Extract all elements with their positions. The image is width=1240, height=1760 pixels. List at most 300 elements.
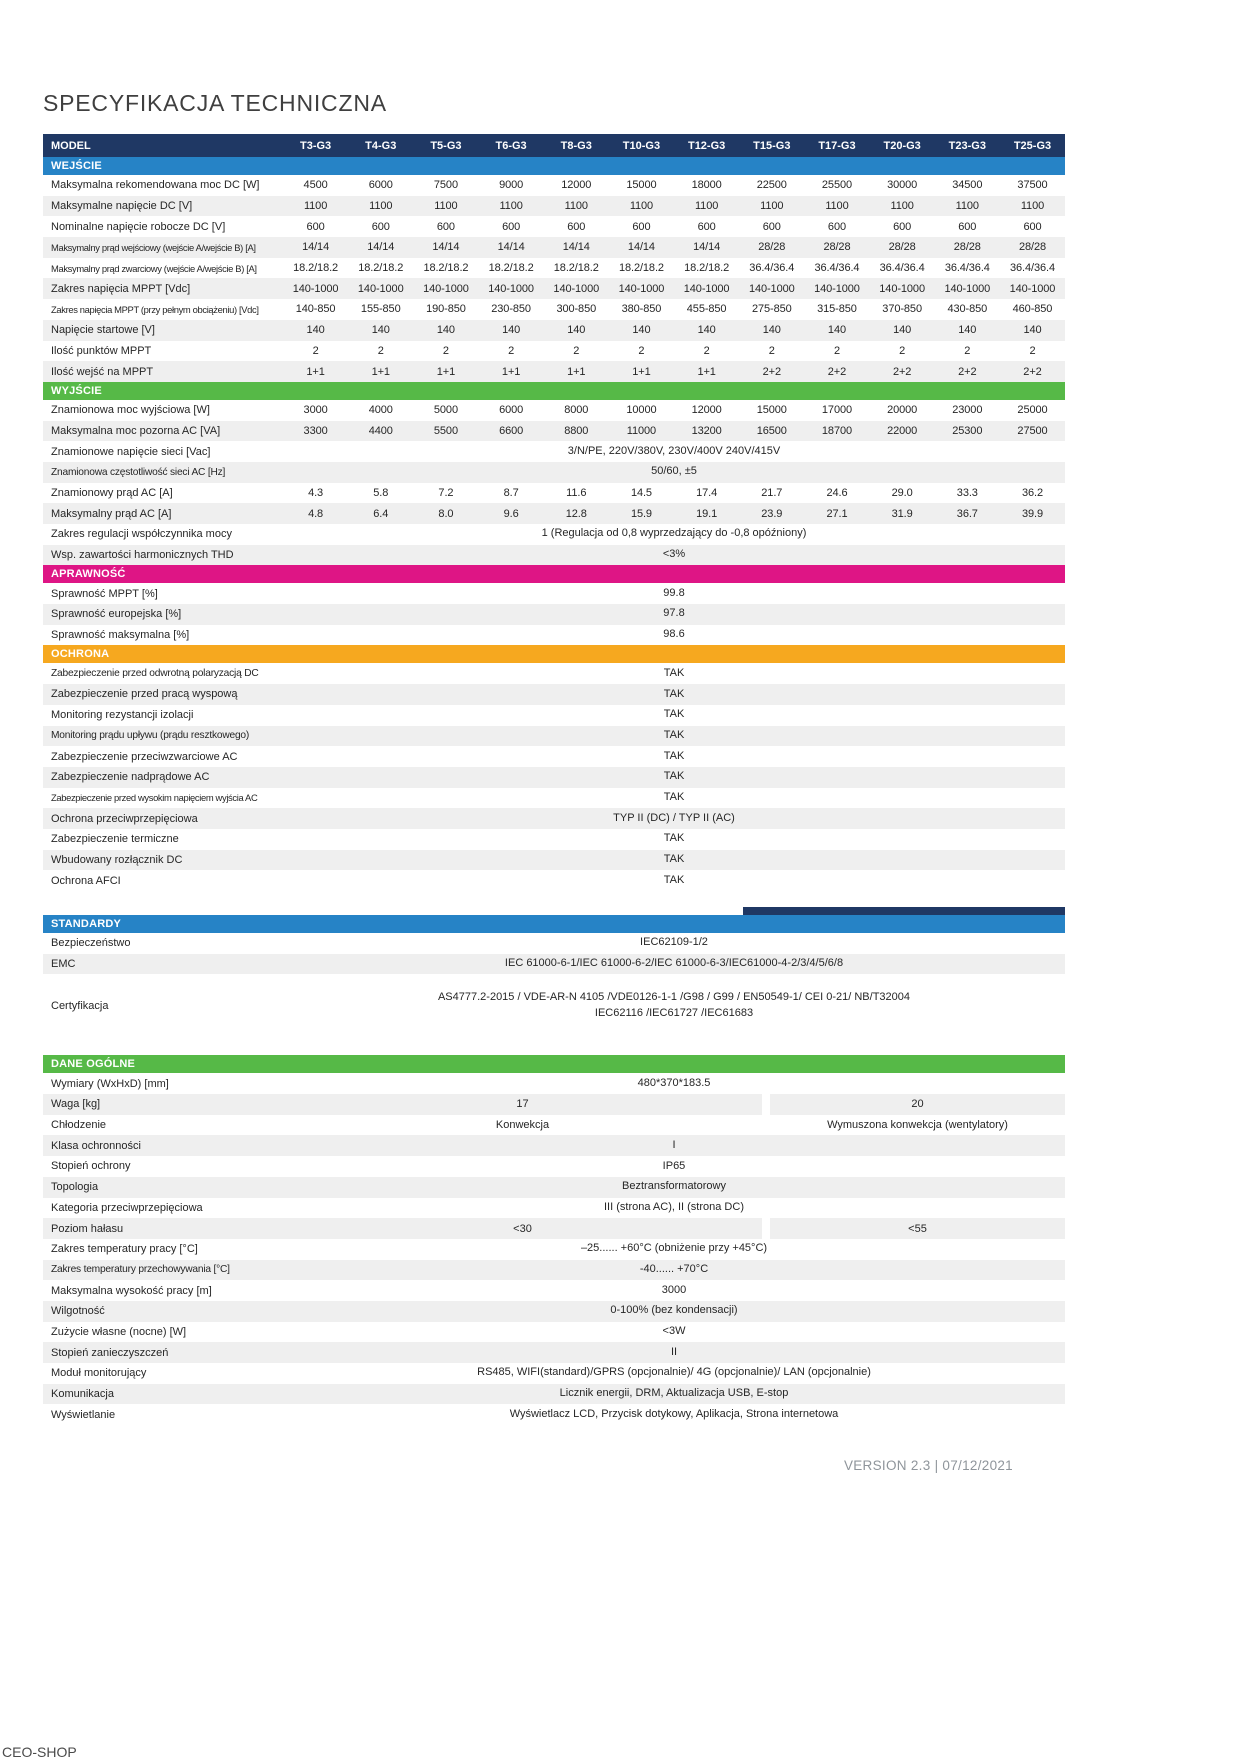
section-header: APRAWNOŚĆ <box>43 565 1065 583</box>
spec-row-label: Zabezpieczenie termiczne <box>51 833 179 846</box>
spec-cell: 140-1000 <box>553 282 600 295</box>
spec-cell: 460-850 <box>1012 303 1053 316</box>
spec-cell: 140-1000 <box>944 282 991 295</box>
spec-row-cells <box>283 237 1065 258</box>
spec-cell: 4.3 <box>308 486 324 499</box>
spec-row-label: Zabezpieczenie przeciwzwarciowe AC <box>51 750 238 763</box>
spec-row-value: TAK <box>663 873 685 886</box>
spec-cell: 600 <box>502 220 521 233</box>
spec-row-label: Poziom hałasu <box>43 1218 283 1239</box>
table-row <box>43 625 1065 646</box>
spec-cell: 28/28 <box>953 241 981 254</box>
table-row <box>43 1073 1065 1094</box>
table-row <box>43 299 1065 320</box>
table-row <box>43 196 1065 217</box>
split-left-value: <30 <box>283 1218 762 1239</box>
spec-cell: 5.8 <box>373 486 389 499</box>
spec-row-value: 99.8 <box>663 586 685 599</box>
spec-value-line: IEC62116 /IEC61727 /IEC61683 <box>594 1007 754 1020</box>
section-header: WEJŚCIE <box>43 157 1065 175</box>
spec-cell: 4400 <box>368 424 393 437</box>
spec-row-label: Stopień zanieczyszczeń <box>51 1346 169 1359</box>
spec-cell: 1100 <box>564 200 588 213</box>
spec-cell: 36.4/36.4 <box>1009 262 1055 275</box>
spec-row-label: Maksymalne napięcie DC [V] <box>51 200 193 213</box>
spec-table <box>43 134 1065 1425</box>
spec-cell: 3300 <box>303 424 328 437</box>
table-row <box>43 705 1065 726</box>
split-gap <box>762 1218 770 1239</box>
table-row <box>43 1363 1065 1384</box>
spec-row-label: EMC <box>51 958 76 971</box>
table-row <box>43 726 1065 747</box>
table-row <box>43 216 1065 237</box>
spec-cell: 140-1000 <box>357 282 404 295</box>
spec-cell: 600 <box>436 220 455 233</box>
table-row <box>43 1198 1065 1219</box>
spec-row-cells <box>283 299 1065 320</box>
spec-cell: 7500 <box>433 179 458 192</box>
spec-cell: 14/14 <box>627 241 655 254</box>
split-left-value: 17 <box>283 1094 762 1115</box>
table-row <box>43 583 1065 604</box>
spec-cell: 18.2/18.2 <box>553 262 599 275</box>
spec-cell: 140-1000 <box>814 282 860 295</box>
spec-row-label: Maksymalna wysokość pracy [m] <box>51 1284 212 1297</box>
table-row <box>43 767 1065 788</box>
spec-cell: 30000 <box>887 179 918 192</box>
spec-cell: 140 <box>567 324 586 337</box>
spec-cell: 600 <box>697 220 716 233</box>
spec-row-value <box>283 974 1065 1038</box>
spec-cell: 1+1 <box>567 365 586 378</box>
table-row <box>43 341 1065 362</box>
spec-cell: 140 <box>371 324 390 337</box>
spec-row-label: Stopień ochrony <box>51 1160 131 1173</box>
spec-cell: 140-1000 <box>423 282 469 295</box>
spec-cell: 14/14 <box>497 241 525 254</box>
spec-cell: 28/28 <box>823 241 851 254</box>
table-row <box>43 1404 1065 1425</box>
spec-row-value: 0-100% (bez kondensacji) <box>610 1304 738 1317</box>
spec-row-cells <box>283 175 1065 196</box>
table-row <box>43 1342 1065 1363</box>
spec-cell: 14/14 <box>562 241 590 254</box>
spec-cell: 140-1000 <box>618 282 665 295</box>
spec-cell: 7.2 <box>438 486 454 499</box>
split-gap <box>762 1094 770 1115</box>
model-column-header: T8-G3 <box>560 139 592 152</box>
spec-cell: 11.6 <box>566 486 587 499</box>
spec-row-value: Beztransformatorowy <box>622 1180 726 1193</box>
spec-row-value: 480*370*183.5 <box>637 1076 711 1089</box>
spec-row-label: Wilgotność <box>51 1305 105 1318</box>
spec-row-value: TAK <box>663 770 685 783</box>
spec-row-value: 98.6 <box>663 628 685 641</box>
spec-cell: 140 <box>502 324 521 337</box>
spec-cell: 4000 <box>368 404 393 417</box>
spec-row-label: Ochrona AFCI <box>51 874 121 887</box>
spec-cell: 600 <box>893 220 912 233</box>
table-row <box>43 974 1065 1038</box>
spec-cell: 140-1000 <box>683 282 730 295</box>
spec-cell: 2 <box>638 344 645 357</box>
section-header: OCHRONA <box>43 645 1065 663</box>
spec-cell: 22000 <box>887 424 918 437</box>
spec-cell: 14/14 <box>432 241 460 254</box>
section-header: STANDARDY <box>43 915 1065 933</box>
spec-cell: 2+2 <box>958 365 977 378</box>
table-row <box>43 1280 1065 1301</box>
spec-row-label: Bezpieczeństwo <box>51 937 131 950</box>
spec-cell: 28/28 <box>1018 241 1046 254</box>
spec-cell: 18.2/18.2 <box>684 262 730 275</box>
spec-row-value: IEC62109-1/2 <box>640 936 708 949</box>
section-header: DANE OGÓLNE <box>43 1055 1065 1073</box>
spec-row-label: Zakres temperatury pracy [°C] <box>51 1243 198 1256</box>
spec-cell: 39.9 <box>1021 507 1043 520</box>
spec-row-cells <box>283 341 1065 362</box>
spec-cell: 19.1 <box>696 507 718 520</box>
table-row <box>43 1156 1065 1177</box>
table-row <box>43 1260 1065 1281</box>
spec-row-label: Topologia <box>51 1181 99 1194</box>
table-row <box>43 1094 1065 1115</box>
spec-cell: 36.4/36.4 <box>879 262 925 275</box>
spec-cell: 20000 <box>887 404 918 417</box>
spec-cell: 2 <box>768 344 775 357</box>
spec-row-value: TAK <box>663 728 685 741</box>
spec-cell: 2 <box>703 344 710 357</box>
spec-cell: 2 <box>899 344 906 357</box>
spec-row-label: Zakres regulacji współczynnika mocy <box>51 528 232 541</box>
table-row <box>43 1322 1065 1343</box>
spec-cell: 2 <box>573 344 580 357</box>
table-row <box>43 1218 1065 1239</box>
spec-row-value: TAK <box>663 853 685 865</box>
spec-cell: 28/28 <box>758 241 786 254</box>
model-column-header: T12-G3 <box>687 139 726 152</box>
spec-row-label: Chłodzenie <box>43 1115 283 1136</box>
spec-row-value: -40...... +70°C <box>639 1262 709 1275</box>
spec-cell: 14/14 <box>693 241 721 254</box>
spec-cell: 140 <box>893 324 912 337</box>
spec-cell: 1+1 <box>501 365 521 378</box>
spec-cell: 1+1 <box>697 365 716 378</box>
spec-row-value: 97.8 <box>663 607 685 620</box>
spec-cell: 1+1 <box>632 365 651 378</box>
spec-cell: 36.4/36.4 <box>749 262 795 275</box>
spec-cell: 4.8 <box>308 507 324 520</box>
spec-cell: 455-850 <box>686 303 727 316</box>
spec-row-value: II <box>670 1345 678 1358</box>
model-column-header: T10-G3 <box>622 139 661 152</box>
table-row <box>43 320 1065 341</box>
spec-cell: 12000 <box>691 404 722 417</box>
spec-cell: 1100 <box>369 200 393 213</box>
spec-cell: 140-1000 <box>1009 282 1056 295</box>
spec-cell: 1100 <box>694 200 719 213</box>
spec-row-label: Maksymalny prąd wejściowy (wejście A/wejście B) [A] <box>51 241 256 253</box>
spec-row-label: Komunikacja <box>51 1388 114 1401</box>
spec-cell: 18000 <box>691 179 722 192</box>
spec-row-label: Ochrona przeciwprzepięciowa <box>51 812 198 825</box>
spec-cell: 6.4 <box>373 507 389 520</box>
table-row <box>43 462 1065 483</box>
page-title: SPECYFIKACJA TECHNICZNA <box>43 90 387 116</box>
spec-cell: 36.7 <box>956 507 978 520</box>
spec-row-cells <box>283 320 1065 341</box>
table-row <box>43 1239 1065 1260</box>
spec-cell: 1100 <box>955 200 979 213</box>
spec-row-label: Maksymalna rekomendowana moc DC [W] <box>51 179 260 192</box>
spec-cell: 1100 <box>760 200 784 213</box>
spec-cell: 18.2/18.2 <box>488 262 534 275</box>
spec-cell: 380-850 <box>621 303 662 316</box>
model-column-header: T5-G3 <box>430 139 462 152</box>
spec-cell: 140 <box>306 324 325 337</box>
spec-row-label: Sprawność MPPT [%] <box>51 587 158 600</box>
spec-cell: 600 <box>958 220 977 233</box>
model-column-header: T6-G3 <box>495 139 527 152</box>
spec-cell: 36.2 <box>1021 486 1043 499</box>
spec-row-value: Wyświetlacz LCD, Przycisk dotykowy, Aplikacja, Strona internetowa <box>509 1407 839 1420</box>
table-row <box>43 1301 1065 1322</box>
spec-row-label: Zużycie własne (nocne) [W] <box>51 1325 187 1338</box>
spec-row-label: Zakres temperatury przechowywania [°C] <box>51 1264 230 1276</box>
spec-cell: 1100 <box>890 200 914 213</box>
spec-row-label: Monitoring prądu upływu (prądu resztkowego) <box>51 730 250 742</box>
spec-cell: 140 <box>436 324 455 337</box>
spec-row-label: Znamionowa częstotliwość sieci AC [Hz] <box>51 466 226 478</box>
spec-row-value: TAK <box>663 666 685 679</box>
split-right-value: 20 <box>770 1094 1065 1115</box>
split-left-value: Konwekcja <box>283 1115 762 1136</box>
spec-row-label: Certyfikacja <box>51 1000 109 1013</box>
spec-cell: 17.4 <box>696 486 718 499</box>
spec-cell: 600 <box>371 220 390 233</box>
spec-cell: 6600 <box>499 424 524 437</box>
model-header-row <box>43 134 1065 157</box>
spec-cell: 2 <box>833 344 840 357</box>
spec-cell: 1+1 <box>436 365 456 378</box>
spec-cell: 600 <box>762 220 781 233</box>
spec-row-cells <box>283 421 1065 442</box>
spec-cell: 12000 <box>561 179 592 192</box>
spec-cell: 2+2 <box>827 365 847 378</box>
spec-row-value: III (strona AC), II (strona DC) <box>604 1200 744 1213</box>
spec-row-value: RS485, WIFI(standard)/GPRS (opcjonalnie)/ 4G (opcjonalnie)/ LAN (opcjonalnie) <box>477 1366 871 1379</box>
spec-cell: 15000 <box>626 179 657 192</box>
spec-cell: 28/28 <box>888 241 916 254</box>
spec-cell: 2 <box>312 344 319 357</box>
table-row <box>43 746 1065 767</box>
spec-cell: 9.6 <box>503 507 519 520</box>
spec-cell: 6000 <box>499 404 524 417</box>
spec-row-label: Zakres napięcia MPPT (przy pełnym obciążeniu) [Vdc] <box>51 303 259 315</box>
spec-cell: 5000 <box>433 404 458 417</box>
spec-row-value: IP65 <box>662 1159 686 1172</box>
table-row <box>43 788 1065 809</box>
table-row <box>43 441 1065 462</box>
spec-cell: 22500 <box>756 179 787 192</box>
table-row <box>43 421 1065 442</box>
spec-cell: 315-850 <box>817 303 857 316</box>
spec-row-cells <box>283 503 1065 524</box>
spec-row-label: Znamionowa moc wyjściowa [W] <box>51 404 210 417</box>
spec-row-label: Zabezpieczenie przed odwrotną polaryzacją DC <box>51 668 259 680</box>
spec-cell: 140-1000 <box>488 282 534 295</box>
spec-cell: 36.4/36.4 <box>814 262 860 275</box>
table-row <box>43 483 1065 504</box>
model-column-header: T25-G3 <box>1013 139 1052 152</box>
decorative-navy-strip <box>743 907 1065 915</box>
spec-cell: 2 <box>508 344 515 357</box>
spec-cell: 2 <box>442 344 449 357</box>
spec-cell: 24.6 <box>826 486 848 499</box>
spec-row-label: Moduł monitorujący <box>51 1367 147 1380</box>
spec-cell: 1+1 <box>371 365 390 378</box>
spec-cell: 190-850 <box>426 303 466 316</box>
spec-cell: 18.2/18.2 <box>618 262 664 275</box>
spec-cell: 140-1000 <box>292 282 339 295</box>
spec-cell: 600 <box>1023 220 1042 233</box>
spec-cell: 230-850 <box>491 303 531 316</box>
split-right-value: <55 <box>770 1218 1065 1239</box>
spec-row-value: 3000 <box>661 1283 687 1296</box>
table-row <box>43 1135 1065 1156</box>
section-gap <box>43 1038 1065 1055</box>
spec-row-label: Znamionowy prąd AC [A] <box>51 486 173 499</box>
spec-cell: 6000 <box>368 179 393 192</box>
spec-cell: 1+1 <box>306 365 325 378</box>
spec-row-value: 1 (Regulacja od 0,8 wyprzedzający do -0,8 opóźniony) <box>541 527 807 540</box>
spec-cell: 1100 <box>825 200 849 213</box>
spec-row-cells <box>283 278 1065 299</box>
spec-cell: 140 <box>762 324 781 337</box>
spec-row-label: Maksymalny prąd zwarciowy (wejście A/wejście B) [A] <box>51 262 257 274</box>
spec-cell: 300-850 <box>556 303 597 316</box>
spec-cell: 1100 <box>1020 200 1045 213</box>
spec-cell: 155-850 <box>360 303 401 316</box>
spec-cell: 34500 <box>952 179 983 192</box>
spec-cell: 14/14 <box>302 241 330 254</box>
spec-row-label: Nominalne napięcie robocze DC [V] <box>51 220 226 233</box>
spec-cell: 8000 <box>564 404 589 417</box>
model-column-header: T15-G3 <box>753 139 791 152</box>
table-row <box>43 400 1065 421</box>
spec-cell: 2 <box>377 344 384 357</box>
spec-cell: 1100 <box>434 200 458 213</box>
spec-cell: 140-1000 <box>879 282 925 295</box>
model-column-header: T23-G3 <box>948 139 986 152</box>
spec-row-value: I <box>672 1138 676 1151</box>
section-header: WYJŚCIE <box>43 382 1065 400</box>
spec-cell: 23000 <box>952 404 983 417</box>
spec-cell: 17000 <box>821 404 852 417</box>
table-row <box>43 361 1065 382</box>
spec-row-label: Zakres napięcia MPPT [Vdc] <box>51 282 191 295</box>
spec-cell: 2 <box>964 344 971 357</box>
table-row <box>43 933 1065 954</box>
spec-row-label: Kategoria przeciwprzepięciowa <box>51 1201 203 1214</box>
spec-row-label: Sprawność maksymalna [%] <box>51 629 190 642</box>
spec-cell: 140-850 <box>295 303 336 316</box>
spec-cell: 14.5 <box>630 486 652 499</box>
spec-row-label: Wsp. zawartości harmonicznych THD <box>51 549 234 562</box>
spec-row-label: Zabezpieczenie przed pracą wyspową <box>51 688 238 701</box>
table-row <box>43 1115 1065 1136</box>
spec-row-label: Monitoring rezystancji izolacji <box>51 709 194 722</box>
spec-row-value: TAK <box>663 749 685 762</box>
table-row <box>43 545 1065 566</box>
spec-cell: 140 <box>1023 324 1042 337</box>
table-row <box>43 258 1065 279</box>
spec-cell: 8.0 <box>438 507 454 520</box>
spec-cell: 140 <box>697 324 716 337</box>
model-column-header: T3-G3 <box>299 139 332 152</box>
spec-row-value: 3/N/PE, 220V/380V, 230V/400V 240V/415V <box>567 444 781 457</box>
spec-cell: 21.7 <box>761 486 783 499</box>
spec-cell: 25500 <box>821 179 852 192</box>
spec-row-label: Znamionowe napięcie sieci [Vac] <box>51 445 211 458</box>
spec-cell: 2+2 <box>762 365 781 378</box>
spec-row-label: Zabezpieczenie nadprądowe AC <box>51 771 210 784</box>
spec-cell: 16500 <box>756 424 787 437</box>
spec-cell: 4500 <box>303 179 328 192</box>
spec-row-cells <box>283 361 1065 382</box>
table-row <box>43 503 1065 524</box>
split-right-value: Wymuszona konwekcja (wentylatory) <box>770 1115 1065 1136</box>
spec-cell: 430-850 <box>947 303 988 316</box>
spec-row-cells <box>283 196 1065 217</box>
table-row <box>43 278 1065 299</box>
spec-row-label: Klasa ochronności <box>51 1139 141 1152</box>
spec-cell: 2 <box>1029 344 1036 357</box>
spec-cell: 25000 <box>1017 404 1048 417</box>
spec-cell: 1100 <box>303 200 328 213</box>
spec-cell: 8800 <box>564 424 589 437</box>
spec-row-label: Napięcie startowe [V] <box>51 324 155 337</box>
spec-row-value: <3% <box>662 548 686 561</box>
spec-row-value: TAK <box>663 790 685 803</box>
spec-cell: 31.9 <box>891 507 913 520</box>
spec-cell: 18.2/18.2 <box>423 262 469 275</box>
spec-cell: 10000 <box>626 404 657 417</box>
spec-row-cells <box>283 258 1065 279</box>
spec-cell: 9000 <box>499 179 524 192</box>
spec-cell: 13200 <box>691 424 722 437</box>
spec-row-cells <box>283 483 1065 504</box>
spec-cell: 36.4/36.4 <box>944 262 990 275</box>
spec-row-label: Waga [kg] <box>43 1094 283 1115</box>
model-column-header: T20-G3 <box>883 139 921 152</box>
spec-cell: 15000 <box>756 404 787 417</box>
spec-row-label: Wyświetlanie <box>51 1408 116 1421</box>
table-row <box>43 1384 1065 1405</box>
spec-cell: 37500 <box>1017 179 1048 192</box>
spec-cell: 2+2 <box>1023 365 1042 378</box>
spec-cell: 15.9 <box>630 507 652 520</box>
spec-row-value: Licznik energii, DRM, Aktualizacja USB, E-stop <box>559 1387 789 1400</box>
section-gap <box>43 891 1065 915</box>
spec-cell: 140 <box>827 324 846 337</box>
spec-cell: 14/14 <box>367 241 395 254</box>
spec-row-value: –25...... +60°C (obniżenie przy +45°C) <box>580 1242 768 1255</box>
table-row <box>43 175 1065 196</box>
spec-cell: 8.7 <box>503 486 519 499</box>
table-row <box>43 870 1065 891</box>
